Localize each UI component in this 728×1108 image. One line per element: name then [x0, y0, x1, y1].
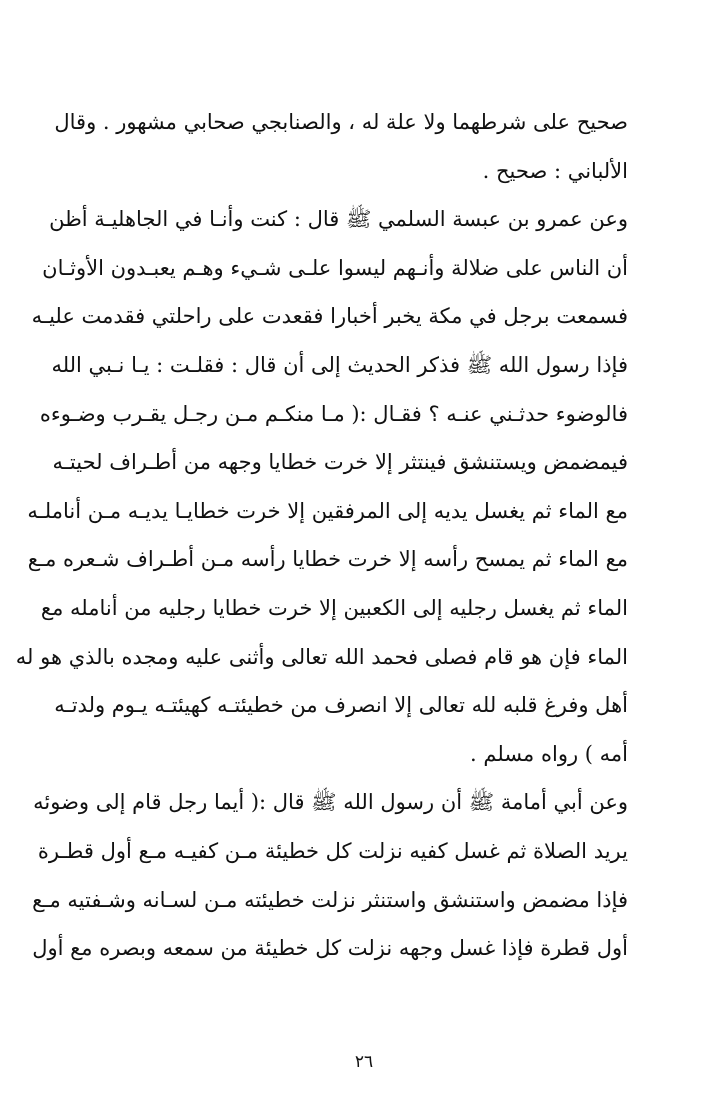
- text-line: أول قطرة فإذا غسل وجهه نزلت كل خطيئة من سمعه وبصره مع أول: [32, 936, 628, 961]
- text-line: وعن أبي أمامة ﷺ أن رسول الله ﷺ قال :( أيما رجل قام إلى وضوئه: [33, 790, 628, 815]
- text-line: فإذا رسول الله ﷺ فذكر الحديث إلى أن قال : فقلـت : يـا نـبي الله: [51, 352, 628, 377]
- text-line: فالوضوء حدثـني عنـه ؟ فقـال :( مـا منكـم مـن رجـل يقـرب وضـوءه: [39, 401, 628, 426]
- text-line: يريد الصلاة ثم غسل كفيه نزلت كل خطيئة مـن كفيـه مـع أول قطـرة: [37, 838, 628, 863]
- text-line: فيمضمض ويستنشق فينتثر إلا خرت خطايا وجهه من أطـراف لحيتـه: [52, 450, 628, 475]
- text-line: أهل وفرغ قلبه لله تعالى إلا انصرف من خطيئتـه كهيئتـه يـوم ولدتـه: [54, 693, 628, 718]
- text-line: وعن عمرو بن عبسة السلمي ﷺ قال : كنت وأنـا في الجاهليـة أظن: [49, 207, 628, 232]
- text-line: الماء فإن هو قام فصلى فحمد الله تعالى وأثنى عليه ومجده بالذي هو له: [15, 644, 628, 669]
- text-line: الماء ثم يغسل رجليه إلى الكعبين إلا خرت خطايا رجليه من أنامله مع: [40, 595, 628, 620]
- text-line: فإذا مضمض واستنشق واستنثر نزلت خطيئته مـن لسـانه وشـفتيه مـع: [32, 887, 628, 912]
- text-line: مع الماء ثم يغسل يديه إلى المرفقين إلا خرت خطايـا يديـه مـن أناملـه: [27, 498, 628, 523]
- text-line: مع الماء ثم يمسح رأسه إلا خرت خطايا رأسه مـن أطـراف شـعره مـع: [27, 547, 628, 572]
- text-line: صحيح على شرطهما ولا علة له ، والصنابجي صحابي مشهور . وقال: [54, 110, 628, 134]
- text-line: أمه ) رواه مسلم .: [470, 741, 628, 766]
- text-line: الألباني : صحيح .: [482, 158, 628, 183]
- text-line: أن الناس على ضلالة وأنـهم ليسوا علـى شـيء وهـم يعبـدون الأوثـان: [42, 255, 628, 280]
- page-number: ٢٦: [354, 1052, 374, 1072]
- text-line: فسمعت برجل في مكة يخبر أخبارا فقعدت على راحلتي فقدمت عليـه: [31, 304, 628, 329]
- body-text: [15, 98, 628, 973]
